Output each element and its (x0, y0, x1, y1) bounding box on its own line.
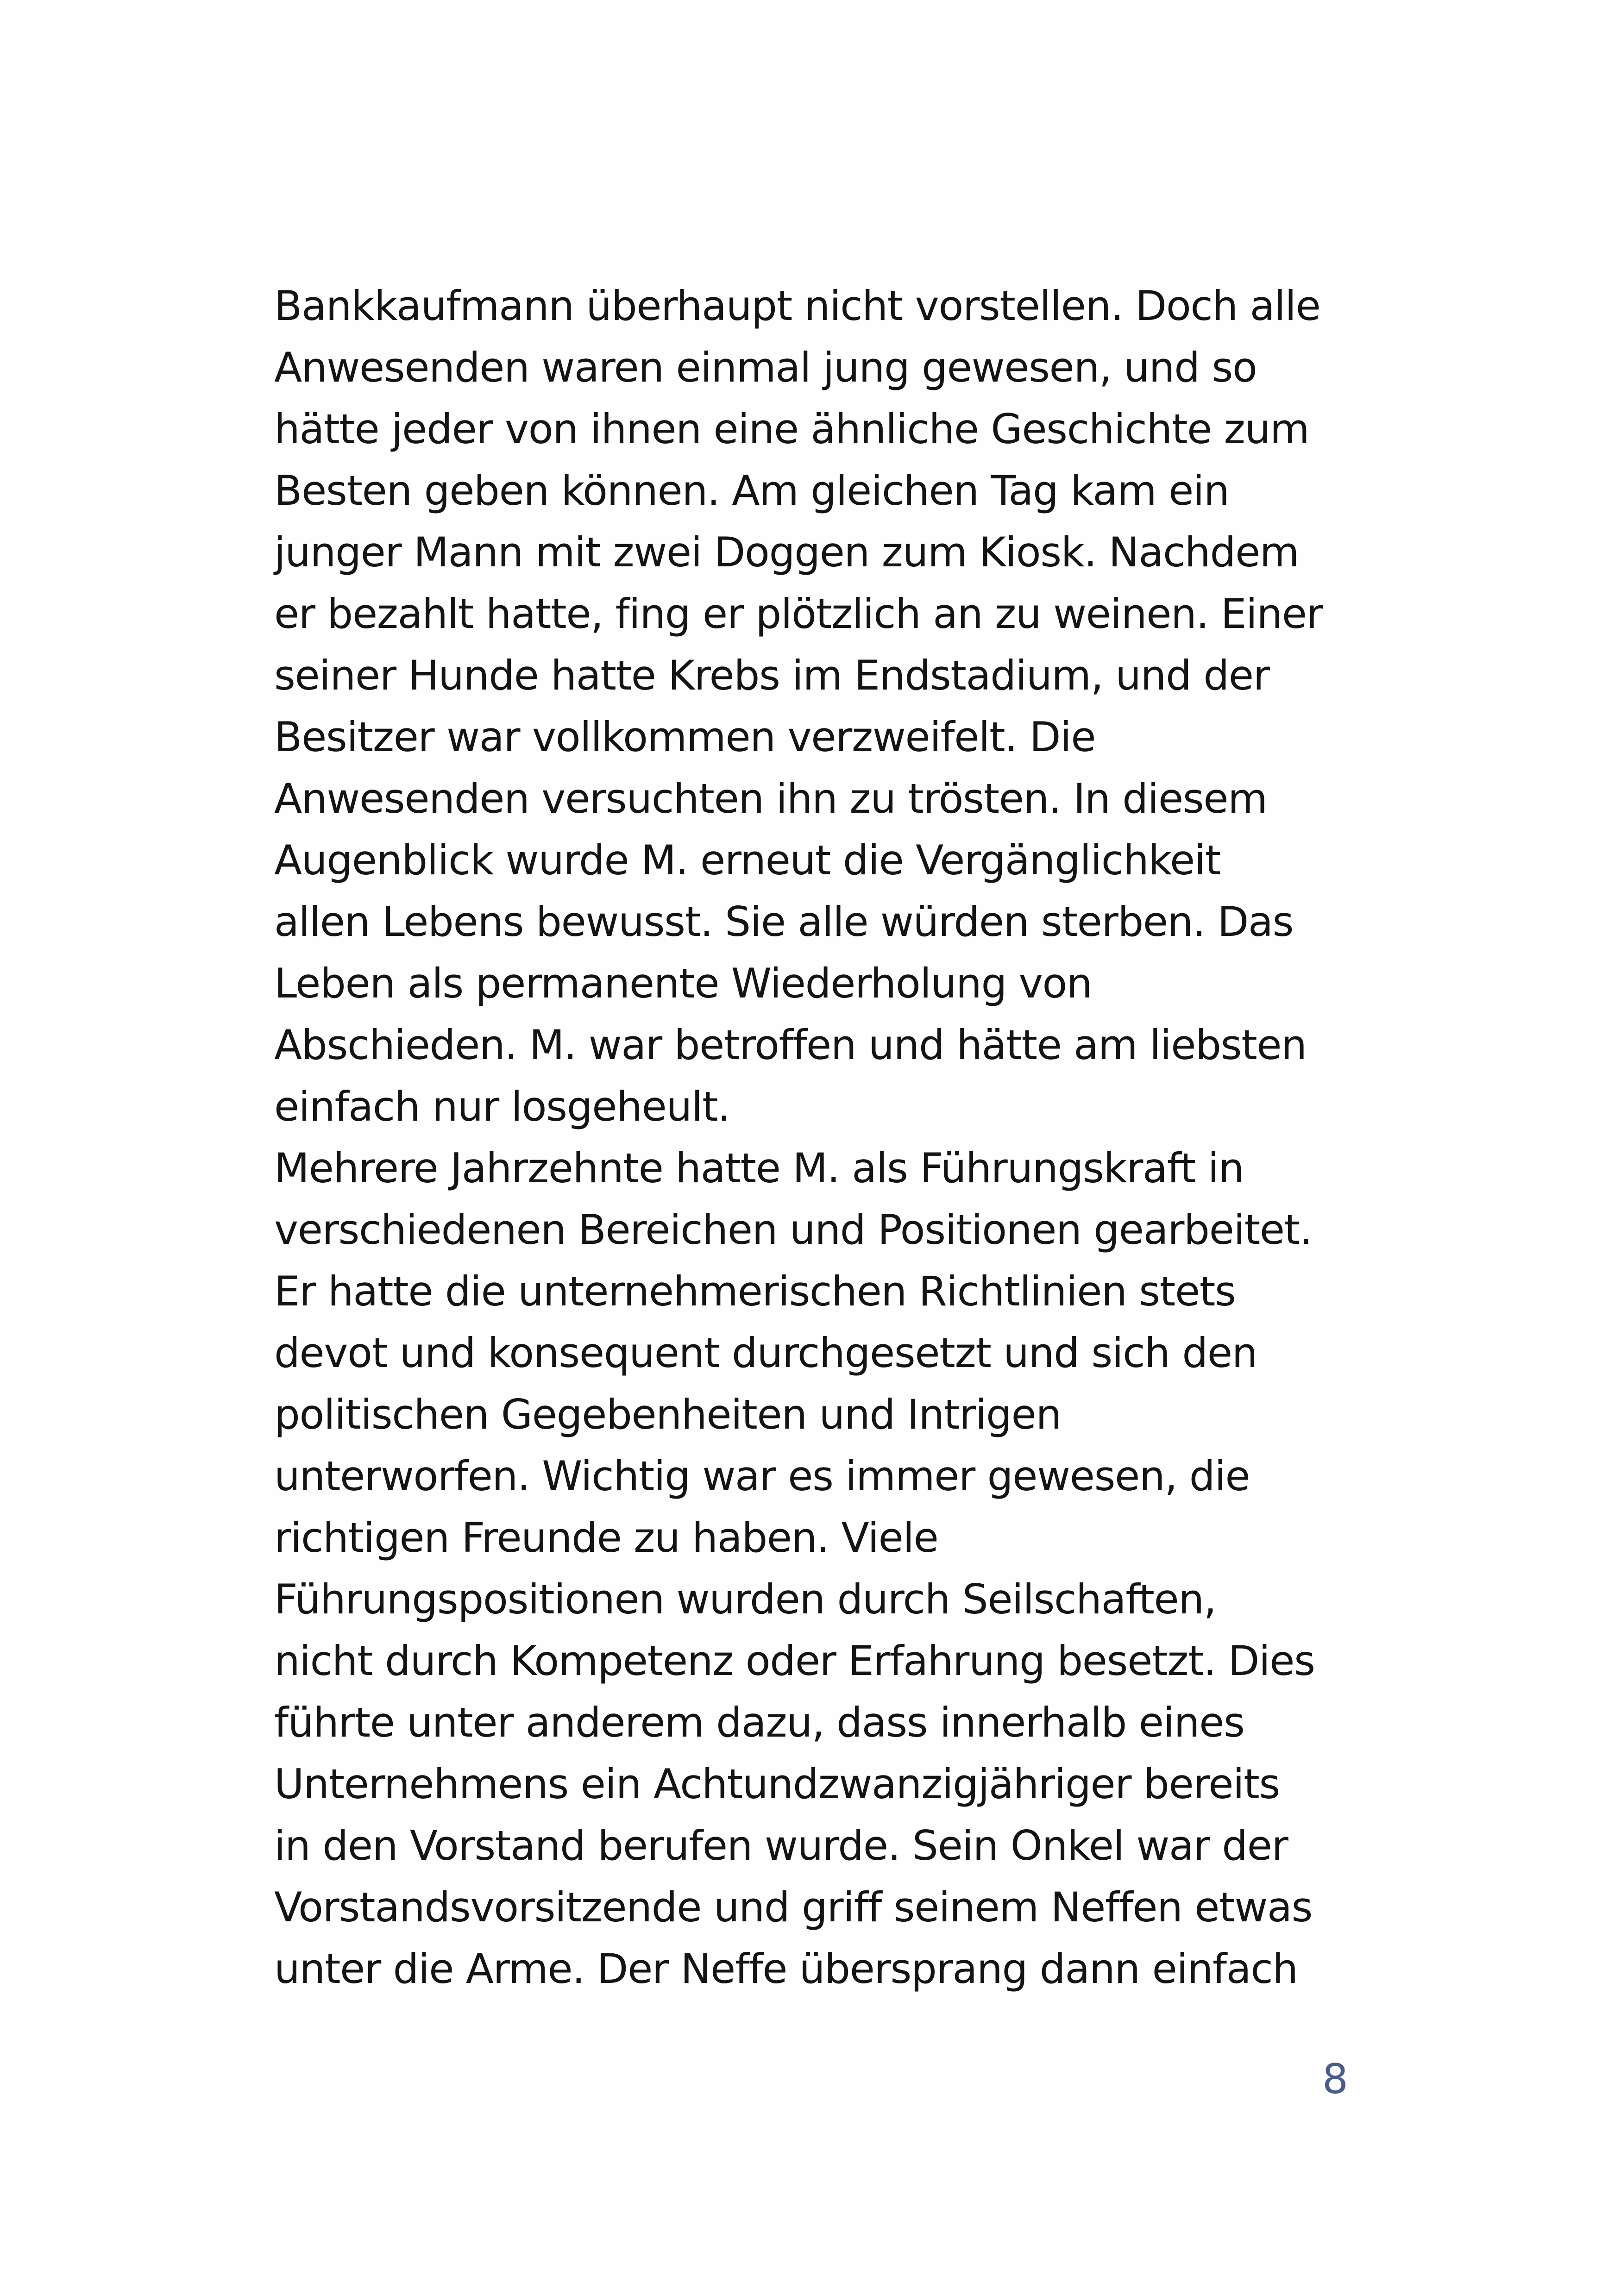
text-line: Abschieden. M. war betroffen und hätte am liebsten (274, 1021, 1307, 1069)
text-line: Augenblick wurde M. erneut die Vergänglichkeit (274, 836, 1221, 884)
text-line: Anwesenden versuchten ihn zu trösten. In diesem (274, 775, 1267, 822)
text-line: Vorstandsvorsitzende und griff seinem Neffen etwas (274, 1883, 1313, 1931)
text-line: junger Mann mit zwei Doggen zum Kiosk. Nachdem (274, 528, 1299, 576)
text-line: verschiedenen Bereichen und Positionen gearbeitet. (274, 1206, 1312, 1254)
text-line: Anwesenden waren einmal jung gewesen, und so (274, 344, 1257, 391)
text-line: richtigen Freunde zu haben. Viele (274, 1514, 938, 1562)
text-line: unterworfen. Wichtig war es immer gewesen, die (274, 1452, 1250, 1500)
text-line: einfach nur losgeheult. (274, 1083, 730, 1130)
text-line: devot und konsequent durchgesetzt und sich den (274, 1329, 1257, 1377)
text-line: unter die Arme. Der Neffe übersprang dann einfach (274, 1945, 1298, 1993)
text-line: seiner Hunde hatte Krebs im Endstadium, und der (274, 652, 1269, 699)
text-line: Besten geben können. Am gleichen Tag kam ein (274, 467, 1229, 514)
text-line: Unternehmens ein Achtundzwanzigjähriger bereits (274, 1760, 1280, 1808)
text-line: Er hatte die unternehmerischen Richtlinien stets (274, 1267, 1236, 1315)
text-line: Besitzer war vollkommen verzweifelt. Die (274, 713, 1096, 761)
text-line: allen Lebens bewusst. Sie alle würden sterben. Das (274, 898, 1294, 946)
text-line: er bezahlt hatte, fing er plötzlich an zu weinen. Einer (274, 590, 1323, 638)
text-line: politischen Gegebenheiten und Intrigen (274, 1391, 1061, 1438)
text-line: Mehrere Jahrzehnte hatte M. als Führungskraft in (274, 1144, 1244, 1192)
text-line: Führungspositionen wurden durch Seilschaften, (274, 1575, 1216, 1623)
text-line: führte unter anderem dazu, dass innerhalb eines (274, 1699, 1244, 1746)
text-line: hätte jeder von ihnen eine ähnliche Geschichte zum (274, 405, 1309, 453)
text-line: Leben als permanente Wiederholung von (274, 960, 1092, 1007)
page-number: 8 (1322, 2055, 1348, 2103)
text-line: Bankkaufmann überhaupt nicht vorstellen. Doch alle (274, 282, 1320, 330)
text-line: in den Vorstand berufen wurde. Sein Onkel war der (274, 1822, 1288, 1869)
text-line: nicht durch Kompetenz oder Erfahrung besetzt. Dies (274, 1637, 1315, 1685)
body-text (274, 275, 1395, 2000)
